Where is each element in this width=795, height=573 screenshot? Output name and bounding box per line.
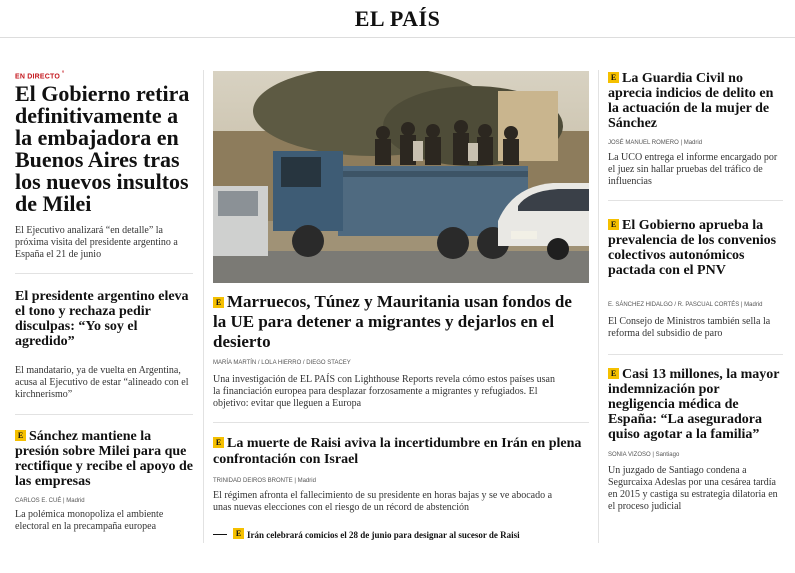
divider <box>15 414 193 415</box>
el-pais-e-icon: E <box>233 528 244 539</box>
divider <box>213 422 589 423</box>
author-link[interactable]: JOSÉ MANUEL ROMERO <box>608 140 679 146</box>
byline-place: Madrid <box>683 140 703 146</box>
divider <box>608 200 783 201</box>
story-headline-text: La Guardia Civil no aprecia indicios de delito en la actuación de la mujer de Sánchez <box>608 71 774 131</box>
byline: TRINIDAD DEIROS BRONTE | Madrid <box>213 478 316 484</box>
el-pais-e-icon: E <box>213 297 224 308</box>
live-label: EN DIRECTO ° <box>15 71 65 81</box>
main-summary: Una investigación de EL PAÍS con Lighthouse Reports revela cómo estos países usan la financiación europea para desplazar forzosamente a migrantes y refugiados. El objetivo: evitar que lleguen a Europa <box>213 374 555 409</box>
byline-place: Madrid <box>744 302 763 308</box>
right-column <box>608 38 783 573</box>
story-headline[interactable] <box>608 218 783 278</box>
story-headline-text: Sánchez mantiene la presión sobre Milei para que rectifique y recibe el apoyo de las empresas <box>15 429 193 489</box>
author-link[interactable]: CARLOS E. CUÉ <box>15 498 62 504</box>
story-headline[interactable] <box>608 367 783 442</box>
el-pais-e-icon: E <box>608 219 619 230</box>
byline: CARLOS E. CUÉ | Madrid <box>15 498 85 504</box>
story-summary: La polémica monopoliza el ambiente electoral en la precampaña europea <box>15 509 164 532</box>
main-headline-text: Marruecos, Túnez y Mauritania usan fondos de la UE para detener a migrantes y dejarlos en el desierto <box>213 292 572 351</box>
main-headline[interactable] <box>213 292 589 352</box>
story-headline-text: Casi 13 millones, la mayor indemnización por negligencia médica de España: “La aseguradora quiso agotar a la familia” <box>608 367 780 442</box>
secondary-summary: El régimen afronta el fallecimiento de su presidente en horas bajas y se ve abocado a unas nuevas elecciones con el riesgo de un récord de abstención <box>213 490 553 513</box>
byline-place: Madrid <box>297 478 316 484</box>
divider <box>15 273 193 274</box>
migrants-truck-photo <box>213 71 589 283</box>
byline: E. SÁNCHEZ HIDALGO / R. PASCUAL CORTÉS | Madrid <box>608 302 763 308</box>
center-column <box>213 38 589 573</box>
column-divider-right <box>598 70 599 543</box>
main-photo[interactable] <box>213 71 589 283</box>
left-column <box>15 38 193 573</box>
story-summary: El mandatario, ya de vuelta en Argentina, acusa al Ejecutivo de estar “alineado con el kirchnerismo” <box>15 365 189 400</box>
lead-headline[interactable]: El Gobierno retira definitivamente a la embajadora en Buenos Aires tras los nuevos insultos de Milei <box>15 81 190 216</box>
story-summary: Un juzgado de Santiago condena a Segurcaixa Adeslas por una cesárea tardía en 2015 y castiga su estrategia dilatoria en el proceso judicial <box>608 465 778 512</box>
story-headline[interactable]: El presidente argentino eleva el tono y rechaza pedir disculpas: “Yo soy el agredido” <box>15 289 189 349</box>
related-link[interactable] <box>213 528 589 540</box>
el-pais-e-icon: E <box>608 368 619 379</box>
byline: SONIA VIZOSO | Santiago <box>608 452 680 458</box>
byline-place: Madrid <box>66 498 85 504</box>
story-summary: La UCO entrega el informe encargado por el juez sin hallar pruebas del tráfico de influencias <box>608 152 778 187</box>
story-headline-text: El Gobierno aprueba la prevalencia de los convenios colectivos autonómicos pactada con el PNV <box>608 218 777 278</box>
lead-summary: El Ejecutivo analizará “en detalle” la próxima visita del presidente argentino a España el 21 de junio <box>15 225 178 260</box>
el-pais-e-icon: E <box>213 437 224 448</box>
el-pais-logo[interactable]: EL PAÍS <box>354 6 441 31</box>
author-link[interactable]: E. SÁNCHEZ HIDALGO / R. PASCUAL CORTÉS <box>608 302 740 308</box>
masthead <box>0 0 795 38</box>
author-link[interactable]: SONIA VIZOSO <box>608 452 651 458</box>
byline: JOSÉ MANUEL ROMERO | Madrid <box>608 140 703 146</box>
divider <box>608 354 783 355</box>
story-headline[interactable] <box>608 71 783 131</box>
related-link-text: Irán celebrará comicios el 28 de junio para designar al sucesor de Raisi <box>247 530 520 540</box>
story-headline[interactable] <box>15 429 193 489</box>
byline[interactable]: MARÍA MARTÍN / LOLA HIERRO / DIEGO STACEY <box>213 360 351 366</box>
secondary-headline-text: La muerte de Raisi aviva la incertidumbre en Irán en plena confrontación con Israel <box>213 436 582 467</box>
secondary-headline[interactable] <box>213 436 589 468</box>
column-divider-left <box>203 70 204 543</box>
author-link[interactable]: TRINIDAD DEIROS BRONTE <box>213 478 293 484</box>
el-pais-e-icon: E <box>15 430 26 441</box>
byline-place: Santiago <box>655 452 680 458</box>
el-pais-e-icon: E <box>608 72 619 83</box>
story-summary: El Consejo de Ministros también sella la reforma del subsidio de paro <box>608 316 771 339</box>
dash-icon <box>213 534 227 535</box>
